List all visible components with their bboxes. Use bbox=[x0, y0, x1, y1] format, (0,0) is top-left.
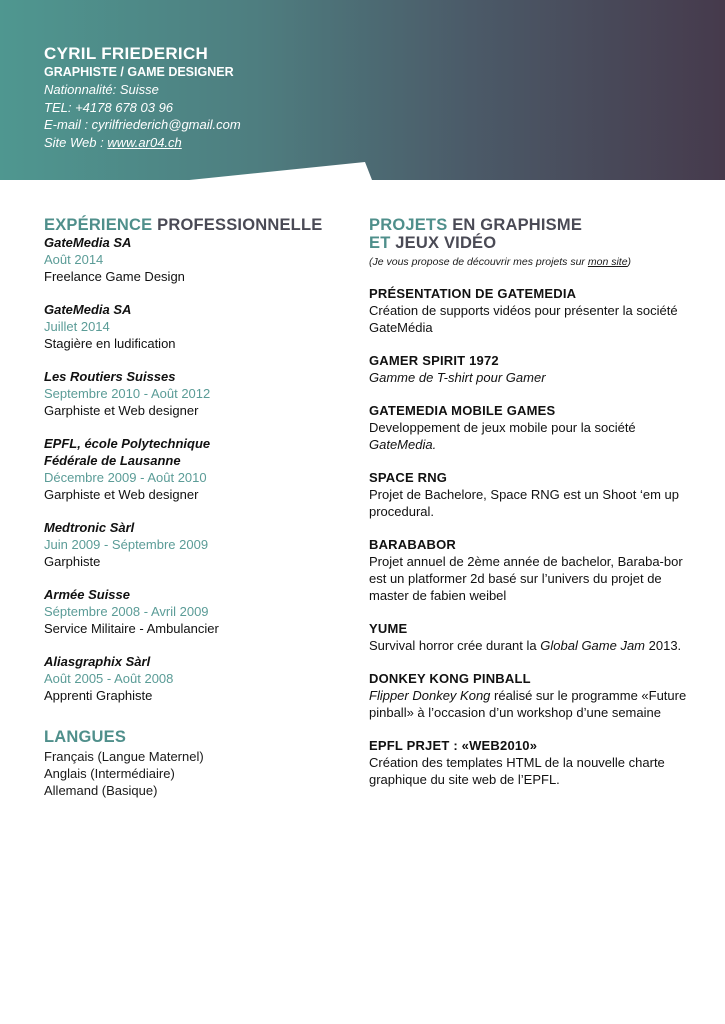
project-entry bbox=[369, 670, 689, 721]
job-entry bbox=[44, 368, 344, 419]
phone: TEL: +4178 678 03 96 bbox=[44, 99, 174, 115]
website-link[interactable]: www.ar04.ch bbox=[107, 134, 182, 150]
website bbox=[44, 134, 241, 152]
projects-title-accent2: ET bbox=[369, 234, 391, 252]
job-company: Armée Suisse bbox=[44, 587, 130, 602]
project-desc-text: Developpement de jeux mobile pour la société bbox=[369, 420, 636, 435]
project-entry bbox=[369, 536, 689, 604]
job-company: Medtronic Sàrl bbox=[44, 520, 135, 535]
experience-title-accent: EXPÉRIENCE bbox=[44, 216, 153, 234]
job-company: GateMedia SA bbox=[44, 302, 132, 317]
job-period: Août 2005 - Août 2008 bbox=[44, 671, 174, 686]
project-desc-italic: GateMedia. bbox=[369, 437, 437, 452]
project-title: GATEMEDIA MOBILE GAMES bbox=[369, 403, 556, 418]
job-company: Les Routiers Suisses bbox=[44, 369, 176, 384]
job-period: Séptembre 2008 - Avril 2009 bbox=[44, 604, 209, 619]
projects-intro bbox=[369, 255, 689, 269]
job-role: Garphiste et Web designer bbox=[44, 487, 199, 502]
project-desc-text: réalisé sur le programme «Future pinball» à l’occasion d’un workshop d’une semaine bbox=[369, 688, 687, 720]
project-desc: Projet de Bachelore, Space RNG est un Shoot ‘em up procedural. bbox=[369, 487, 680, 519]
project-desc-italic: Gamme de T-shirt pour Gamer bbox=[369, 370, 546, 385]
project-desc bbox=[369, 637, 689, 654]
projects-title bbox=[369, 216, 689, 252]
project-title: GAMER SPIRIT 1972 bbox=[369, 353, 499, 368]
project-entry bbox=[369, 737, 689, 788]
project-desc bbox=[369, 687, 689, 721]
job-company: GateMedia SA bbox=[44, 235, 132, 250]
intro-text: (Je vous propose de découvrir mes projets sur bbox=[369, 256, 588, 268]
job-role: Garphiste bbox=[44, 554, 101, 569]
project-desc: Projet annuel de 2ème année de bachelor, Baraba-bor est un platformer 2d basé sur l’univers du projet de master de fabien weibel bbox=[369, 554, 683, 603]
job-period: Septembre 2010 - Août 2012 bbox=[44, 386, 211, 401]
experience-title bbox=[44, 216, 344, 234]
projects-title-accent: PROJETS bbox=[369, 216, 448, 234]
projects-title-rest2: JEUX VIDÉO bbox=[390, 234, 497, 252]
project-desc-text: Survival horror crée durant la bbox=[369, 638, 541, 653]
languages-title: LANGUES bbox=[44, 728, 127, 746]
projects-title-rest: EN GRAPHISME bbox=[447, 216, 583, 234]
project-desc: Création de supports vidéos pour présenter la société GateMédia bbox=[369, 303, 678, 335]
job-entry bbox=[44, 301, 344, 352]
language-item: Allemand (Basique) bbox=[44, 783, 158, 798]
job-period: Juillet 2014 bbox=[44, 319, 110, 334]
job-role: Apprenti Graphiste bbox=[44, 688, 153, 703]
job-period: Août 2014 bbox=[44, 252, 104, 267]
project-entry bbox=[369, 402, 689, 453]
project-desc bbox=[369, 419, 689, 453]
language-item: Anglais (Intermédiaire) bbox=[44, 766, 175, 781]
job-company: Aliasgraphix Sàrl bbox=[44, 654, 151, 669]
job-company: EPFL, école Polytechnique bbox=[44, 436, 211, 451]
project-desc-italic: Global Game Jam bbox=[540, 638, 646, 653]
project-title: YUME bbox=[369, 621, 408, 636]
website-label: Site Web : bbox=[44, 134, 108, 150]
experience-title-rest: PROFESSIONNELLE bbox=[152, 216, 323, 234]
project-desc-text-end: 2013. bbox=[645, 638, 682, 653]
banner-cut-shape bbox=[0, 150, 725, 190]
project-desc: Création des templates HTML de la nouvelle charte graphique du site web de l’EPFL. bbox=[369, 755, 665, 787]
job-entry bbox=[44, 653, 344, 704]
intro-site-link[interactable]: mon site bbox=[587, 256, 628, 268]
project-title: BARABABOR bbox=[369, 537, 457, 552]
project-entry bbox=[369, 352, 689, 386]
job-entry bbox=[44, 234, 344, 285]
project-title: EPFL PRJET : «WEB2010» bbox=[369, 738, 538, 753]
intro-end: ) bbox=[627, 256, 632, 268]
job-entry bbox=[44, 519, 344, 570]
project-title: SPACE RNG bbox=[369, 470, 448, 485]
job-entry bbox=[44, 435, 344, 503]
languages-section bbox=[44, 728, 344, 799]
project-title: PRÉSENTATION DE GATEMEDIA bbox=[369, 286, 577, 301]
job-period: Juin 2009 - Séptembre 2009 bbox=[44, 537, 209, 552]
profile-header bbox=[44, 44, 241, 151]
job-period: Décembre 2009 - Août 2010 bbox=[44, 470, 207, 485]
right-column bbox=[369, 216, 689, 804]
job-role: Garphiste et Web designer bbox=[44, 403, 199, 418]
project-entry bbox=[369, 285, 689, 336]
nationality: Nationnalité: Suisse bbox=[44, 82, 159, 97]
job-entry bbox=[44, 586, 344, 637]
project-desc bbox=[369, 369, 689, 386]
project-desc-italic: Flipper Donkey Kong bbox=[369, 688, 491, 703]
job-role: Freelance Game Design bbox=[44, 269, 185, 284]
job-company-line2: Fédérale de Lausanne bbox=[44, 453, 181, 468]
email: E-mail : cyrilfriederich@gmail.com bbox=[44, 117, 241, 132]
language-item: Français (Langue Maternel) bbox=[44, 749, 204, 764]
job-role: Service Militaire - Ambulancier bbox=[44, 621, 219, 636]
job-role: Stagière en ludification bbox=[44, 336, 176, 351]
project-title: DONKEY KONG PINBALL bbox=[369, 671, 531, 686]
project-entry bbox=[369, 469, 689, 520]
person-role: GRAPHISTE / GAME DESIGNER bbox=[44, 65, 234, 79]
left-column bbox=[44, 216, 344, 799]
person-name: CYRIL FRIEDERICH bbox=[44, 44, 209, 63]
project-entry bbox=[369, 620, 689, 654]
